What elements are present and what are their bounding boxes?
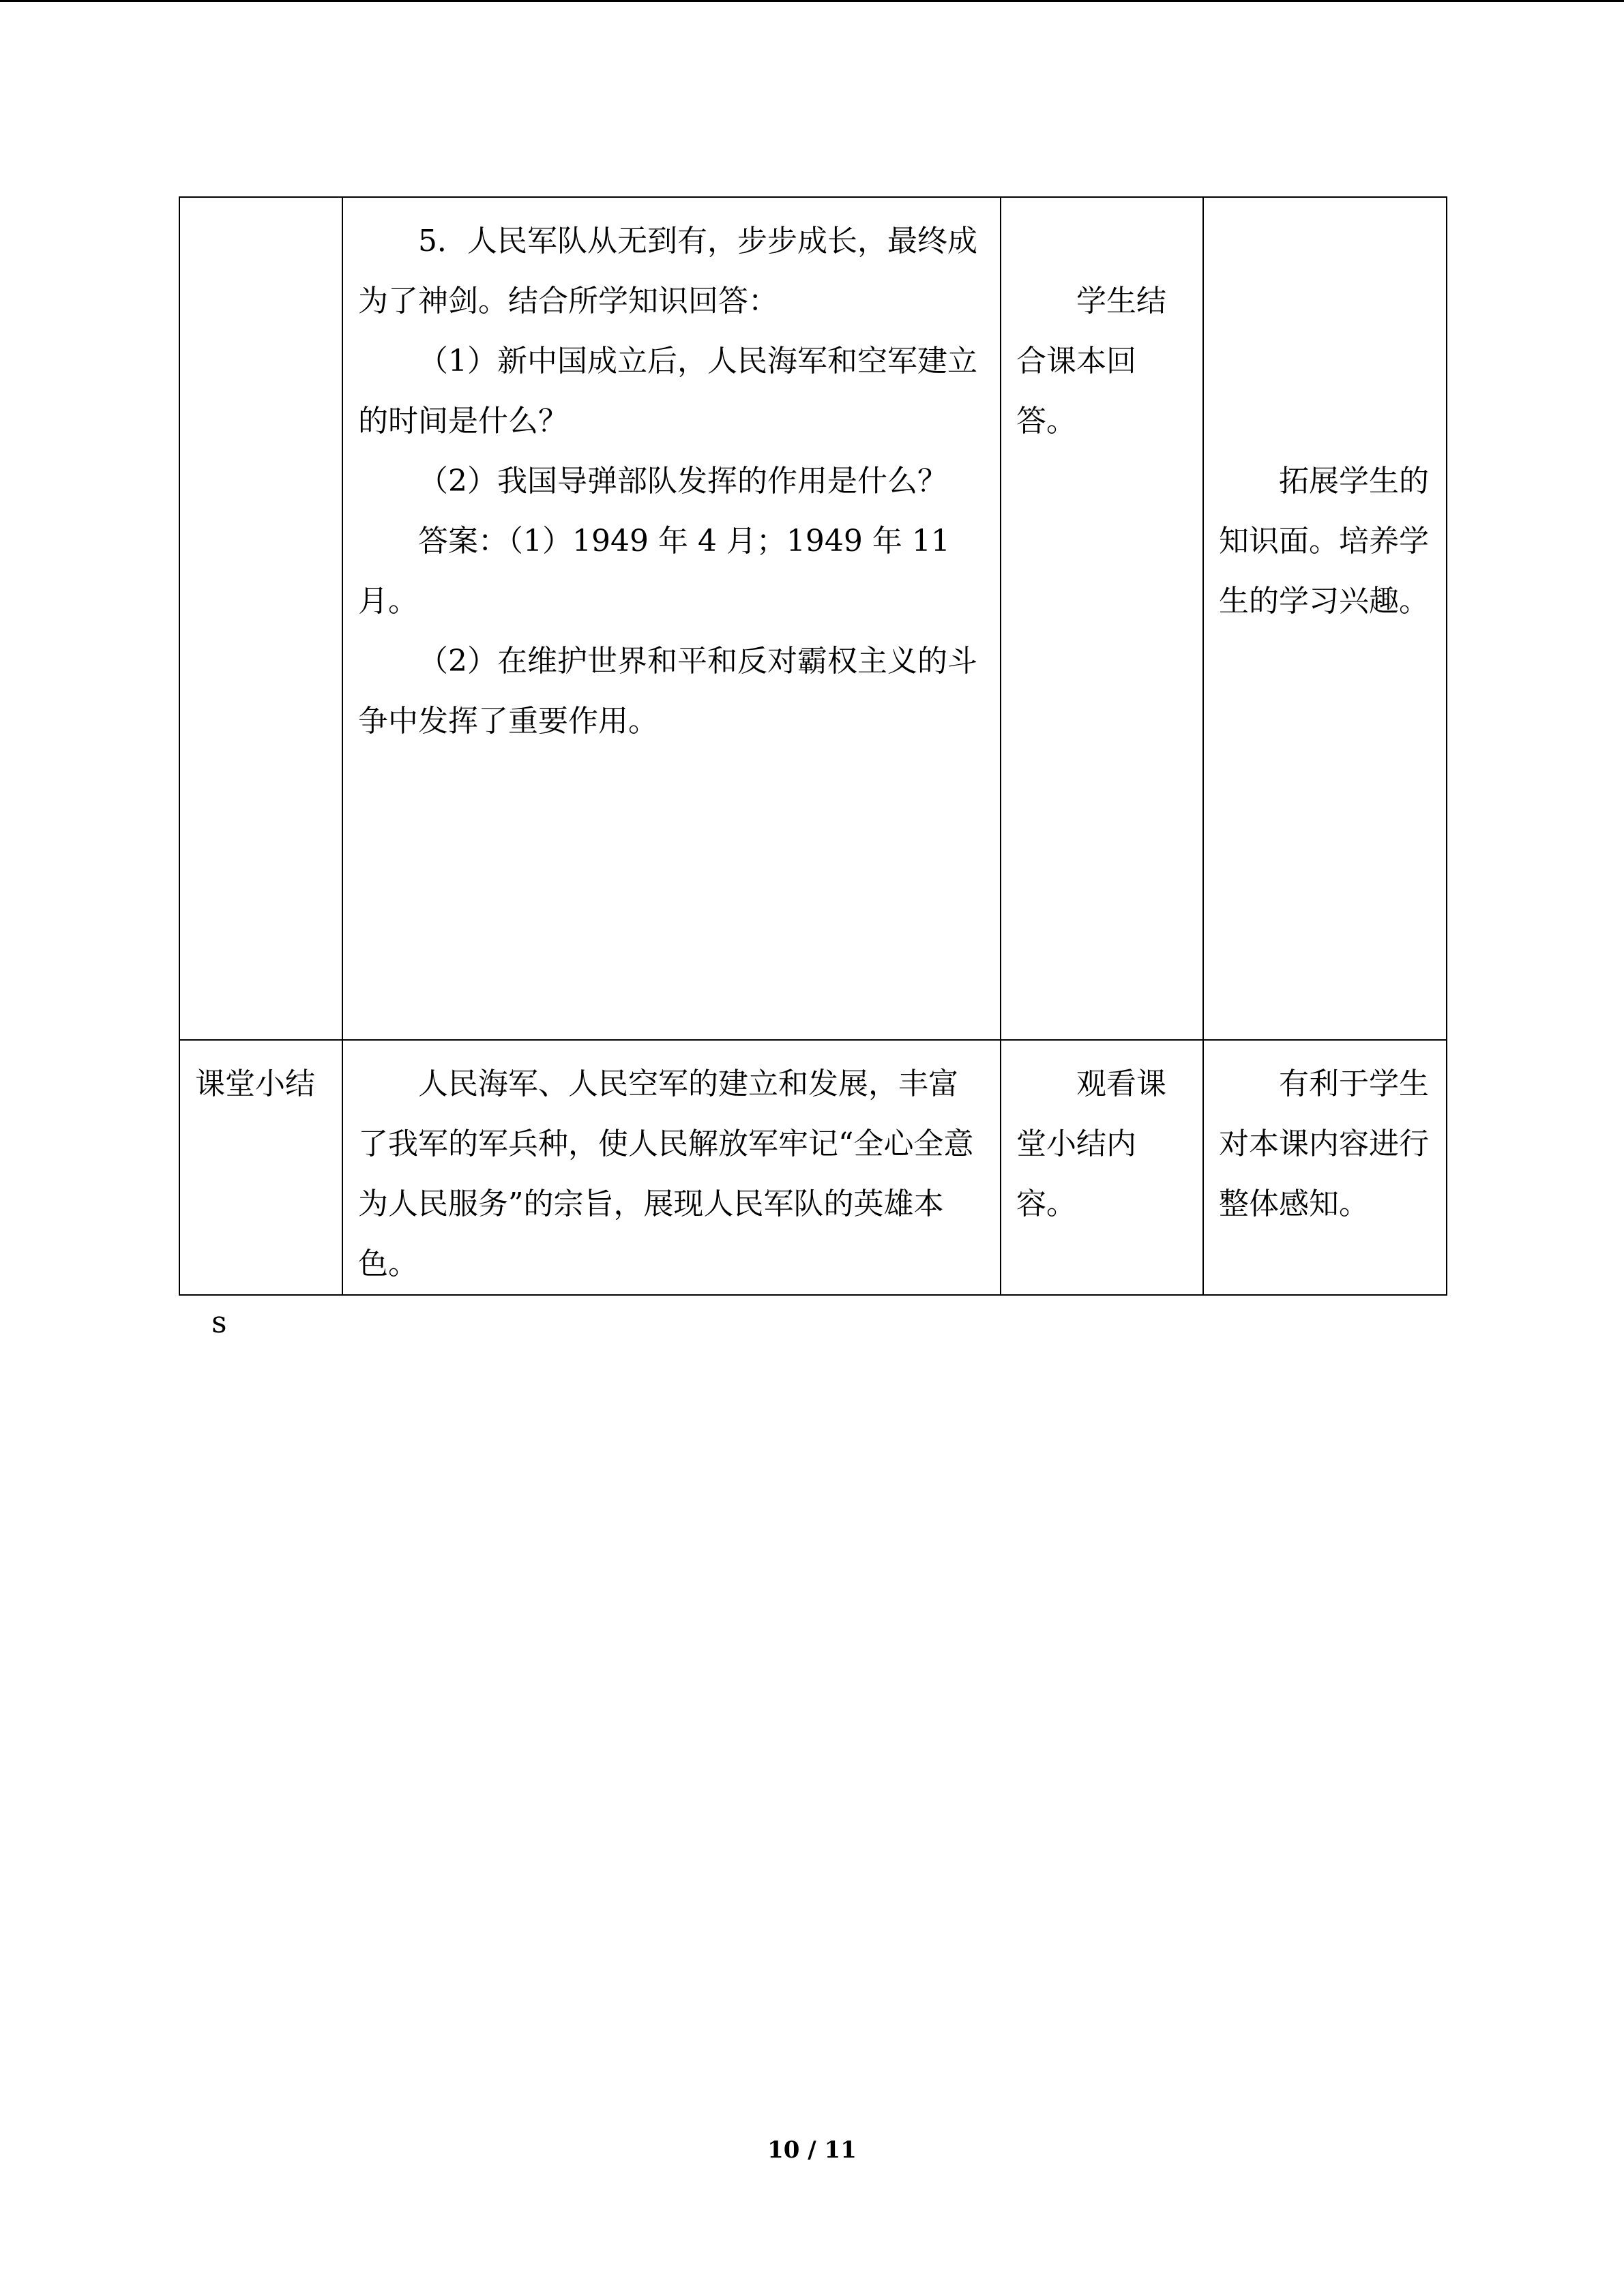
teaching-content-cell	[342, 1040, 1001, 1295]
design-intent-cell	[1203, 1040, 1447, 1295]
row-label-cell	[179, 197, 342, 1040]
page-number: 10 / 11	[767, 2136, 857, 2164]
lesson-plan-table	[179, 196, 1447, 1296]
summary-text: 人民海军、人民空军的建立和发展，丰富了我军的军兵种，使人民解放军牢记“全心全意为人民服务”的宗旨，展现人民军队的英雄本色。	[358, 1067, 974, 1281]
design-intent-cell	[1203, 197, 1447, 1040]
row-label-cell	[179, 1040, 342, 1295]
row-label-text: 课堂小结	[195, 1067, 315, 1101]
student-activity-text: 学生结合课本回答。	[1016, 284, 1166, 438]
page-top-border	[0, 0, 1624, 2]
teaching-content-cell	[342, 197, 1001, 1040]
question-text: 5．人民军队从无到有，步步成长，最终成为了神剑。结合所学知识回答：	[358, 224, 977, 318]
design-intent-text: 有利于学生对本课内容进行整体感知。	[1219, 1067, 1429, 1221]
stray-character: s	[211, 1305, 227, 1340]
design-intent-text: 拓展学生的知识面。培养学生的学习兴趣。	[1219, 464, 1429, 618]
table-row	[179, 197, 1447, 1040]
student-activity-cell	[1001, 197, 1203, 1040]
answer-1: 答案：（1）1949 年 4 月；1949 年 11 月。	[358, 524, 950, 618]
table-row	[179, 1040, 1447, 1295]
student-activity-text: 观看课堂小结内容。	[1016, 1067, 1166, 1221]
answer-2: （2）在维护世界和平和反对霸权主义的斗争中发挥了重要作用。	[358, 644, 977, 739]
student-activity-cell	[1001, 1040, 1203, 1295]
sub-question-2: （2）我国导弹部队发挥的作用是什么？	[418, 464, 947, 498]
sub-question-1: （1）新中国成立后，人民海军和空军建立的时间是什么？	[358, 344, 977, 438]
